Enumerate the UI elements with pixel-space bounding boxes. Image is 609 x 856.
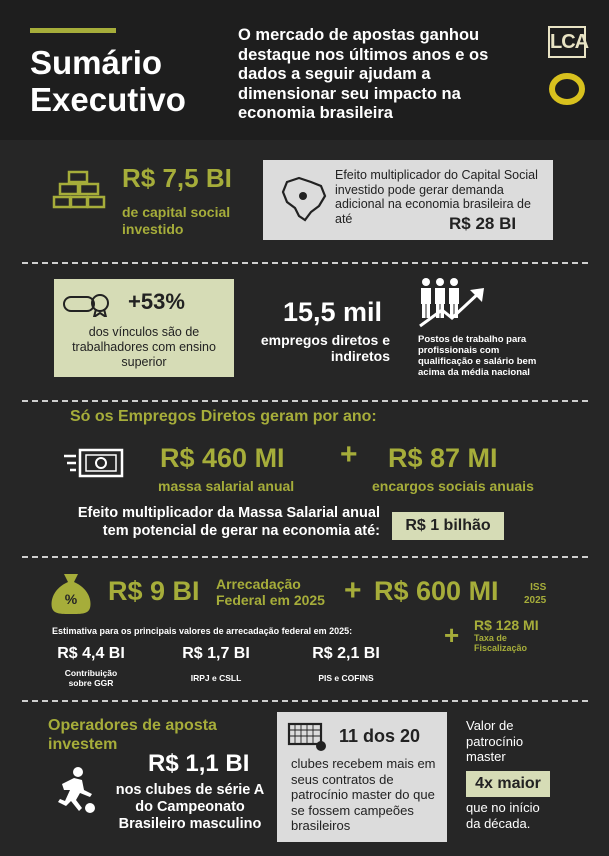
payroll-label: massa salarial anual <box>158 478 295 494</box>
jobs-note: Postos de trabalho para profissionais com qualificação e salário bem acima da média nacional <box>418 334 537 378</box>
gold-bars-icon <box>52 168 106 212</box>
direct-heading: Só os Empregos Diretos geram por ano: <box>70 408 377 425</box>
divider <box>22 556 588 558</box>
sponsor-heading-line2: investem <box>48 736 118 753</box>
svg-text:%: % <box>64 591 78 607</box>
iss-label-line1: ISS <box>530 582 547 593</box>
brand-ring-icon <box>548 72 586 106</box>
divider <box>22 262 588 264</box>
page-title <box>30 44 186 118</box>
fee-label: Taxa de Fiscalização <box>474 633 528 653</box>
money-icon <box>64 446 126 482</box>
tax-item <box>306 645 386 683</box>
capital-multiplier-value: R$ 28 BI <box>449 214 517 233</box>
education-pct: +53% <box>128 289 185 314</box>
payroll-value: R$ 460 MI <box>160 443 285 473</box>
tax-item-label: PIS e COFINS <box>318 673 374 683</box>
iss-label <box>524 581 546 607</box>
capital-multiplier-text: Efeito multiplicador do Capital Social investido pode gerar demanda adicional na economia brasileira de até <box>335 168 538 226</box>
title-accent-bar <box>30 28 116 33</box>
sponsor-heading-line1: Operadores de aposta <box>48 717 217 734</box>
charges-value: R$ 87 MI <box>388 443 498 473</box>
master-value: 4x maior <box>466 771 550 797</box>
lca-logo: LCA <box>548 26 586 58</box>
tax-item-label: IRPJ e CSLL <box>190 673 242 683</box>
tax-item-value: R$ 1,7 BI <box>182 645 250 662</box>
iss-value: R$ 600 MI <box>374 576 499 606</box>
brazil-map-icon <box>277 172 329 224</box>
sponsor-value: R$ 1,1 BI <box>148 750 250 777</box>
federal-label <box>216 576 325 608</box>
soccer-player-icon <box>52 766 98 814</box>
diploma-icon <box>62 291 114 317</box>
capital-label: de capital social investido <box>122 204 231 237</box>
divider <box>22 400 588 402</box>
jobs-label: empregos diretos e indiretos <box>260 332 390 364</box>
clubs-value: 11 dos 20 <box>339 726 421 746</box>
salary-multiplier-value: R$ 1 bilhão <box>392 512 504 540</box>
sponsor-heading <box>48 716 217 754</box>
estimate-heading: Estimativa para os principais valores de arrecadação federal em 2025: <box>52 626 353 636</box>
title-line-1: Sumário <box>30 44 163 81</box>
tax-item <box>176 645 256 683</box>
tax-item-value: R$ 2,1 BI <box>312 645 380 662</box>
education-box <box>54 279 234 377</box>
tax-item-label: Contribuição sobre GGR <box>64 668 118 688</box>
plus-sign: + <box>340 438 358 471</box>
clubs-box <box>277 712 447 842</box>
divider <box>22 700 588 702</box>
tax-item-value: R$ 4,4 BI <box>57 645 125 662</box>
federal-value: R$ 9 BI <box>108 576 200 606</box>
federal-label-line1: Arrecadação <box>216 576 301 592</box>
soccer-goal-icon <box>287 722 327 752</box>
fee-value: R$ 128 MI <box>474 617 539 633</box>
capital-multiplier-box <box>263 160 553 240</box>
money-bag-icon <box>48 570 94 616</box>
charges-label: encargos sociais anuais <box>372 478 534 494</box>
jobs-value: 15,5 mil <box>283 297 383 327</box>
sponsor-label: nos clubes de série A do Campeonato Brasileiro masculino <box>115 782 265 832</box>
salary-multiplier-text <box>60 504 380 540</box>
federal-label-line2: Federal em 2025 <box>216 592 325 608</box>
iss-label-line2: 2025 <box>524 595 547 606</box>
intro-text: O mercado de apostas ganhou destaque nos últimos anos e os dados a seguir ajudam a dimensionar seu impacto na economia brasileira <box>238 26 489 122</box>
education-label: dos vínculos são de trabalhadores com ensino superior <box>72 325 216 369</box>
fee-plus-sign: + <box>444 620 460 650</box>
clubs-text: clubes recebem mais em seus contratos de patrocínio master do que se fossem campeões brasileiros <box>291 756 436 833</box>
salary-multiplier-line2: tem potencial de gerar na economia até: <box>102 523 380 539</box>
tax-item <box>52 645 130 688</box>
master-text-bottom: que no início da década. <box>466 800 540 831</box>
tax-plus-sign: + <box>344 574 362 607</box>
title-line-2: Executivo <box>30 81 186 118</box>
salary-multiplier-line1: Efeito multiplicador da Massa Salarial anual <box>77 505 380 521</box>
people-growth-icon <box>418 276 488 328</box>
master-text-top: Valor de patrocínio master <box>466 718 524 764</box>
capital-value: R$ 7,5 BI <box>122 163 232 193</box>
